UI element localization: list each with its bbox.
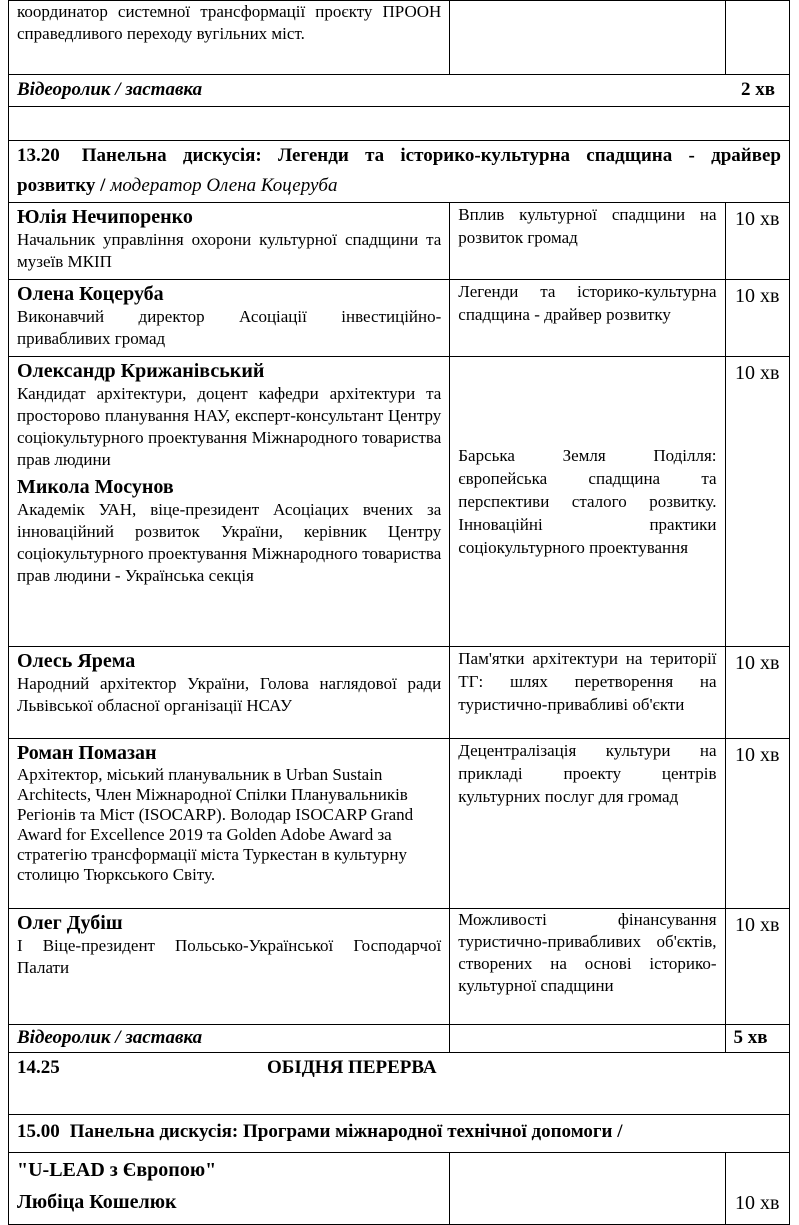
speaker-role: Архітектор, міський планувальник в Urban Sustain Architects, Член Міжнародної Спілки Планувальників Регіонів та Міст (ISOCARP). Володар ISOCARP Grand Award for Excellence 2019 та Golden Adobe Award за стратегію трансформації міста Туркестан в культурну столицю Тюркського Світу. bbox=[17, 765, 414, 884]
video-label: Відеоролик / заставка bbox=[17, 1027, 203, 1048]
table-row bbox=[9, 357, 790, 647]
speaker-role: Кандидат архітектури, доцент кафедри архітектури та просторово планування НАУ, експерт-консультант Центру соціокультурного проектування Міжнародного товариства прав людини bbox=[17, 384, 442, 469]
panel-title-text: Панельна дискусія: Програми міжнародної технічної допомоги / bbox=[69, 1121, 623, 1142]
video-label: Відеоролик / заставка bbox=[17, 79, 203, 100]
spacer-row bbox=[9, 107, 790, 141]
lunch-time: 14.25 bbox=[17, 1057, 60, 1078]
speaker-name: Олег Дубіш bbox=[17, 912, 123, 934]
panel-moderator: модератор Олена Коцеруба bbox=[110, 175, 338, 196]
talk-topic: Можливості фінансування туристично-привабливих об'єктів, створених на основі історико-культурної спадщини bbox=[458, 910, 717, 995]
speaker-name: Олесь Ярема bbox=[17, 650, 136, 672]
talk-topic: Пам'ятки архітектури на території ТГ: шлях перетворення на туристично-привабливі об'єкти bbox=[458, 649, 717, 714]
table-row bbox=[9, 280, 790, 357]
panel-title bbox=[17, 1119, 781, 1145]
panel-time: 15.00 bbox=[17, 1121, 60, 1142]
speaker-name: Олександр Крижанівський bbox=[17, 360, 265, 382]
video-row bbox=[9, 75, 790, 107]
lunch-row bbox=[9, 1053, 790, 1115]
talk-duration: 10 хв bbox=[725, 357, 789, 647]
talk-topic: Барська Земля Поділля: європейська спадщина та перспективи сталого розвитку. Інноваційні практики соціокультурного проектування bbox=[458, 446, 717, 557]
talk-duration: 10 хв bbox=[725, 739, 789, 909]
talk-topic: Децентралізація культури на прикладі проекту центрів культурних послуг для громад bbox=[458, 741, 717, 806]
lunch-break bbox=[17, 1055, 781, 1081]
table-row bbox=[9, 909, 790, 1025]
talk-duration: 10 хв bbox=[725, 280, 789, 357]
panel-title-row bbox=[9, 1115, 790, 1153]
speaker-role: координатор системної трансформації проєкту ПРООН справедливого переходу вугільних міст. bbox=[17, 2, 442, 43]
table-row bbox=[9, 647, 790, 739]
speaker-role: Народний архітектор України, Голова наглядової ради Львівської обласної організації НСАУ bbox=[17, 674, 442, 715]
video-duration: 2 хв bbox=[740, 79, 775, 100]
talk-duration: 10 хв bbox=[725, 203, 789, 280]
speaker-role-second: Академік УАН, віце-президент Асоціацих вчених за інноваційний розвиток України, керівник Центру соціокультурного проектування Міжнародного товариства прав людини - Українська секція bbox=[17, 500, 442, 585]
speaker-name-second: Микола Мосунов bbox=[17, 476, 174, 498]
agenda-table bbox=[8, 0, 790, 1225]
talk-duration: 10 хв bbox=[725, 909, 789, 1025]
speaker-name: Роман Помазан bbox=[17, 742, 157, 764]
panel-title-row bbox=[9, 141, 790, 203]
speaker-role: Виконавчий директор Асоціації інвестиційно-привабливих громад bbox=[17, 307, 442, 348]
table-row bbox=[9, 1153, 790, 1225]
talk-duration: 10 хв bbox=[735, 1192, 780, 1214]
organization-name: "U-LEAD з Європою" bbox=[17, 1159, 217, 1181]
table-row bbox=[9, 739, 790, 909]
panel-title-text: Панельна дискусія: Легенди та історико-культурна спадщина - драйвер розвитку / bbox=[17, 145, 781, 196]
panel-title bbox=[17, 141, 781, 201]
speaker-name: Юлія Нечипоренко bbox=[17, 206, 193, 228]
video-row bbox=[9, 1025, 790, 1053]
agenda-page bbox=[8, 0, 790, 1225]
talk-topic: Легенди та історико-культурна спадщина - драйвер розвитку bbox=[458, 282, 717, 324]
table-row bbox=[9, 203, 790, 280]
lunch-label: ОБІДНЯ ПЕРЕРВА bbox=[267, 1057, 437, 1078]
talk-topic: Вплив культурної спадщини на розвиток громад bbox=[458, 205, 717, 247]
speaker-name: Олена Коцеруба bbox=[17, 283, 164, 305]
table-row bbox=[9, 1, 790, 75]
panel-time: 13.20 bbox=[17, 145, 60, 166]
speaker-name: Любіца Кошелюк bbox=[17, 1191, 177, 1213]
video-duration: 5 хв bbox=[733, 1027, 768, 1048]
talk-duration: 10 хв bbox=[725, 647, 789, 739]
speaker-role: I Віце-президент Польсько-Української Господарчої Палати bbox=[17, 936, 442, 977]
speaker-role: Начальник управління охорони культурної спадщини та музеїв МКІП bbox=[17, 230, 442, 271]
